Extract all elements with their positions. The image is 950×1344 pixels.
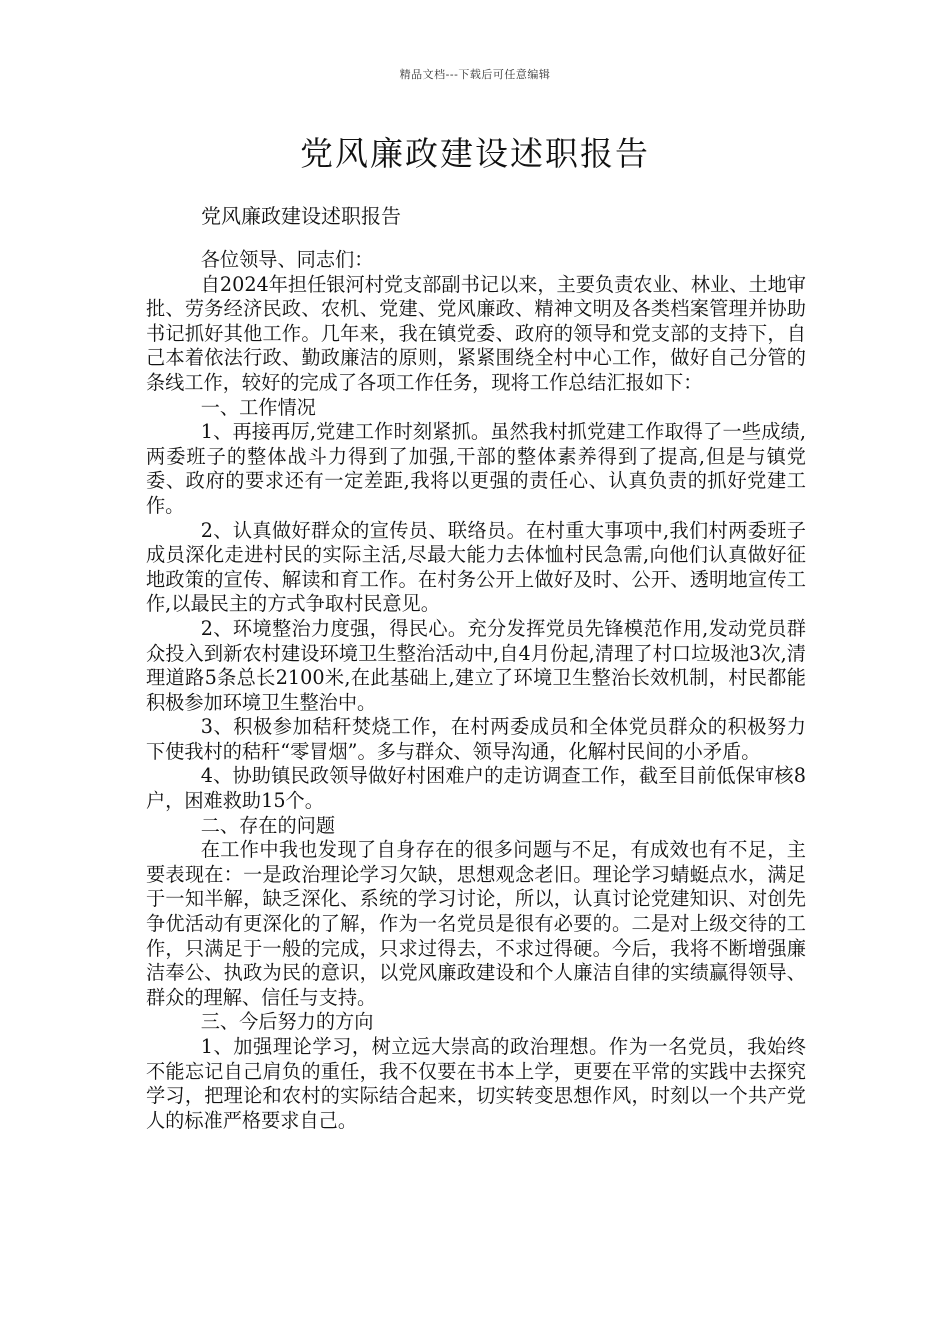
work-item-paragraph: 3、积极参加秸秆焚烧工作，在村两委成员和全体党员群众的积极努力下使我村的秸秆“零冒烟”。多与群众、领导沟通，化解村民间的小矛盾。 — [146, 715, 806, 763]
document-body — [146, 248, 806, 1133]
work-item-paragraph: 2、认真做好群众的宣传员、联络员。在村重大事项中,我们村两委班子成员深化走进村民的实际主活,尽最大能力去体恤村民急需,向他们认真做好征地政策的宣传、解读和育工作。在村务公开上做好及时、公开、透明地宣传工作,以最民主的方式争取村民意见。 — [146, 518, 806, 616]
direction-paragraph: 1、加强理论学习，树立远大崇高的政治理想。作为一名党员，我始终不能忘记自己肩负的重任，我不仅要在书本上学，更要在平常的实践中去探究学习，把理论和农村的实际结合起来，切实转变思想作风，时刻以一个共产党人的标准严格要求自己。 — [146, 1035, 806, 1132]
section-heading-direction: 三、今后努力的方向 — [200, 1010, 374, 1034]
header-note: 精品文档---下载后可任意编辑 — [399, 68, 551, 81]
greeting-paragraph: 各位领导、同志们： — [200, 248, 374, 271]
work-item-paragraph: 4、协助镇民政领导做好村困难户的走访调查工作，截至目前低保审核8户，困难救助15个。 — [146, 764, 806, 813]
work-item-paragraph: 2、环境整治力度强，得民心。充分发挥党员先锋模范作用,发动党员群众投入到新农村建设环境卫生整治活动中,自4月份起,清理了村口垃圾池3次,清理道路5条总长2100米,在此基础上,建立了环境卫生整治长效机制，村民都能积极参加环境卫生整治中。 — [146, 616, 806, 714]
document-subtitle: 党风廉政建设述职报告 — [201, 204, 401, 228]
section-heading-problems: 二、存在的问题 — [200, 813, 336, 837]
section-heading-work: 一、工作情况 — [200, 395, 316, 419]
work-item-paragraph: 1、再接再厉,党建工作时刻紧抓。虽然我村抓党建工作取得了一些成绩,两委班子的整体战斗力得到了加强,干部的整体素养得到了提高,但是与镇党委、政府的要求还有一定差距,我将以更强的责任心、认真负责的抓好党建工作。 — [146, 420, 806, 517]
document-title: 党风廉政建设述职报告 — [300, 134, 650, 173]
problems-paragraph: 在工作中我也发现了自身存在的很多问题与不足，有成效也有不足，主要表现在：一是政治理论学习欠缺，思想观念老旧。理论学习蜻蜓点水，满足于一知半解，缺乏深化、系统的学习讨论，所以，认真讨论党建知识、对创先争优活动有更深化的了解，作为一名党员是很有必要的。二是对上级交待的工作，只满足于一般的完成，只求过得去，不求过得硬。今后，我将不断增强廉洁奉公、执政为民的意识，以党风廉政建设和个人廉洁自律的实绩赢得领导、群众的理解、信任与支持。 — [146, 838, 806, 1009]
intro-paragraph: 自2024年担任银河村党支部副书记以来，主要负责农业、林业、土地审批、劳务经济民政、农机、党建、党风廉政、精神文明及各类档案管理并协助书记抓好其他工作。几年来，我在镇党委、政府的领导和党支部的支持下，自己本着依法行政、勤政廉洁的原则，紧紧围绕全村中心工作，做好自己分管的条线工作，较好的完成了各项工作任务，现将工作总结汇报如下： — [146, 272, 806, 394]
